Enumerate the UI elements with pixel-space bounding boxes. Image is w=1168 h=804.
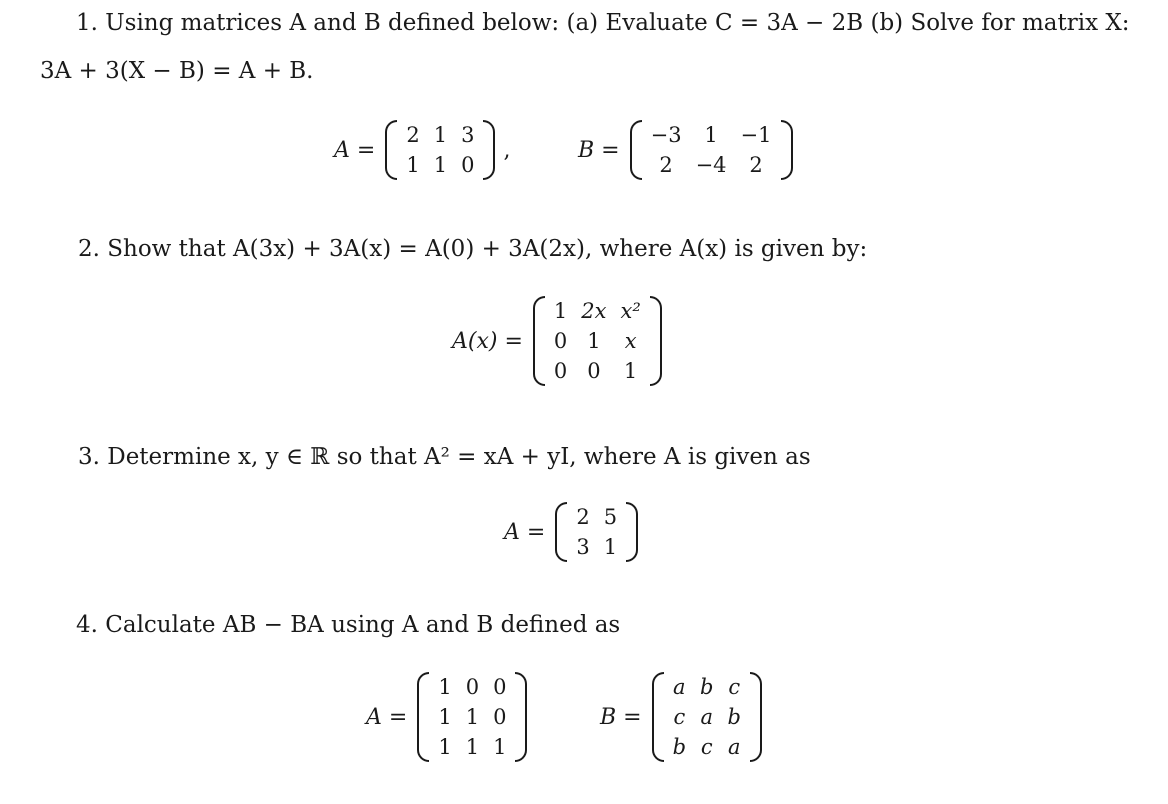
matrix-label: A = <box>504 519 546 545</box>
matrix-cell: 1 <box>438 675 452 699</box>
matrix-cell: a <box>673 675 686 699</box>
matrix-grid <box>431 672 513 762</box>
matrix-cell: 1 <box>603 535 618 559</box>
matrix-cell: 3 <box>576 535 590 559</box>
matrix-cell: 0 <box>493 675 507 699</box>
matrix-grid <box>666 672 748 762</box>
matrix-cell: 2x <box>581 299 607 323</box>
matrix-cell: 1 <box>438 735 452 759</box>
matrix-cell: 5 <box>603 505 618 529</box>
matrix-cell: 1 <box>433 123 448 147</box>
matrix-cell: 2 <box>576 505 590 529</box>
matrix-cell: a <box>727 735 741 759</box>
matrix-cell: a <box>700 705 714 729</box>
matrix-cell: 2 <box>406 123 420 147</box>
matrix-cell: 1 <box>406 153 420 177</box>
problem-1-statement: 1. Using matrices A and B defined below: (a) Evaluate C = 3A − 2B (b) Solve for matrix X: <box>76 10 1130 36</box>
matrix-cell: 2 <box>749 153 763 177</box>
matrix-grid <box>547 296 648 386</box>
matrix-label: A = <box>334 137 376 163</box>
matrix-cell: 1 <box>704 123 718 147</box>
matrix-body <box>652 672 762 762</box>
problem-3-matrix-a <box>504 502 638 562</box>
matrix-cell: b <box>672 735 687 759</box>
matrix-cell: 0 <box>461 153 475 177</box>
matrix-cell: 1 <box>587 329 601 353</box>
matrix-body <box>417 672 527 762</box>
matrix-cell: −1 <box>740 123 772 147</box>
matrix-body <box>385 120 495 180</box>
matrix-cell: 0 <box>493 705 507 729</box>
matrix-cell: c <box>728 675 741 699</box>
matrix-label: B = <box>600 704 642 730</box>
problem-4-matrix-b <box>600 672 762 762</box>
matrix-cell: 1 <box>553 299 568 323</box>
matrix-cell: c <box>673 705 686 729</box>
matrix-cell: 1 <box>623 359 638 383</box>
matrix-separator: , <box>503 137 511 163</box>
matrix-body <box>630 120 793 180</box>
matrix-cell: b <box>727 705 741 729</box>
problem-2-statement: 2. Show that A(3x) + 3A(x) = A(0) + 3A(2x), where A(x) is given by: <box>78 236 868 262</box>
matrix-grid <box>644 120 779 180</box>
problem-3-statement: 3. Determine x, y ∈ ℝ so that A² = xA + yI, where A is given as <box>78 444 811 470</box>
problem-2-matrix-a <box>452 296 662 386</box>
matrix-body <box>555 502 638 562</box>
matrix-cell: 3 <box>461 123 475 147</box>
matrix-cell: 0 <box>553 329 568 353</box>
matrix-cell: 1 <box>465 705 480 729</box>
matrix-cell: 1 <box>438 705 452 729</box>
matrix-grid <box>569 502 624 562</box>
matrix-cell: b <box>700 675 714 699</box>
matrix-label: A = <box>366 704 408 730</box>
matrix-cell: −4 <box>695 153 727 177</box>
matrix-label: A(x) = <box>452 328 523 354</box>
matrix-cell: 1 <box>465 735 480 759</box>
problem-4-matrix-a <box>366 672 527 762</box>
problem-1-matrix-a <box>334 120 510 180</box>
matrix-cell: 0 <box>553 359 568 383</box>
matrix-cell: x² <box>620 299 641 323</box>
matrix-cell: c <box>700 735 713 759</box>
matrix-cell: 0 <box>465 675 480 699</box>
matrix-body <box>533 296 662 386</box>
matrix-cell: x <box>624 329 637 353</box>
problem-4-statement: 4. Calculate AB − BA using A and B defined as <box>76 612 621 638</box>
matrix-cell: −3 <box>650 123 682 147</box>
matrix-cell: 1 <box>493 735 507 759</box>
matrix-cell: 2 <box>659 153 673 177</box>
matrix-cell: 0 <box>587 359 601 383</box>
matrix-label: B = <box>578 137 620 163</box>
matrix-cell: 1 <box>433 153 448 177</box>
problem-1-equation: 3A + 3(X − B) = A + B. <box>40 58 314 84</box>
problem-1-matrix-b <box>578 120 793 180</box>
matrix-grid <box>399 120 481 180</box>
